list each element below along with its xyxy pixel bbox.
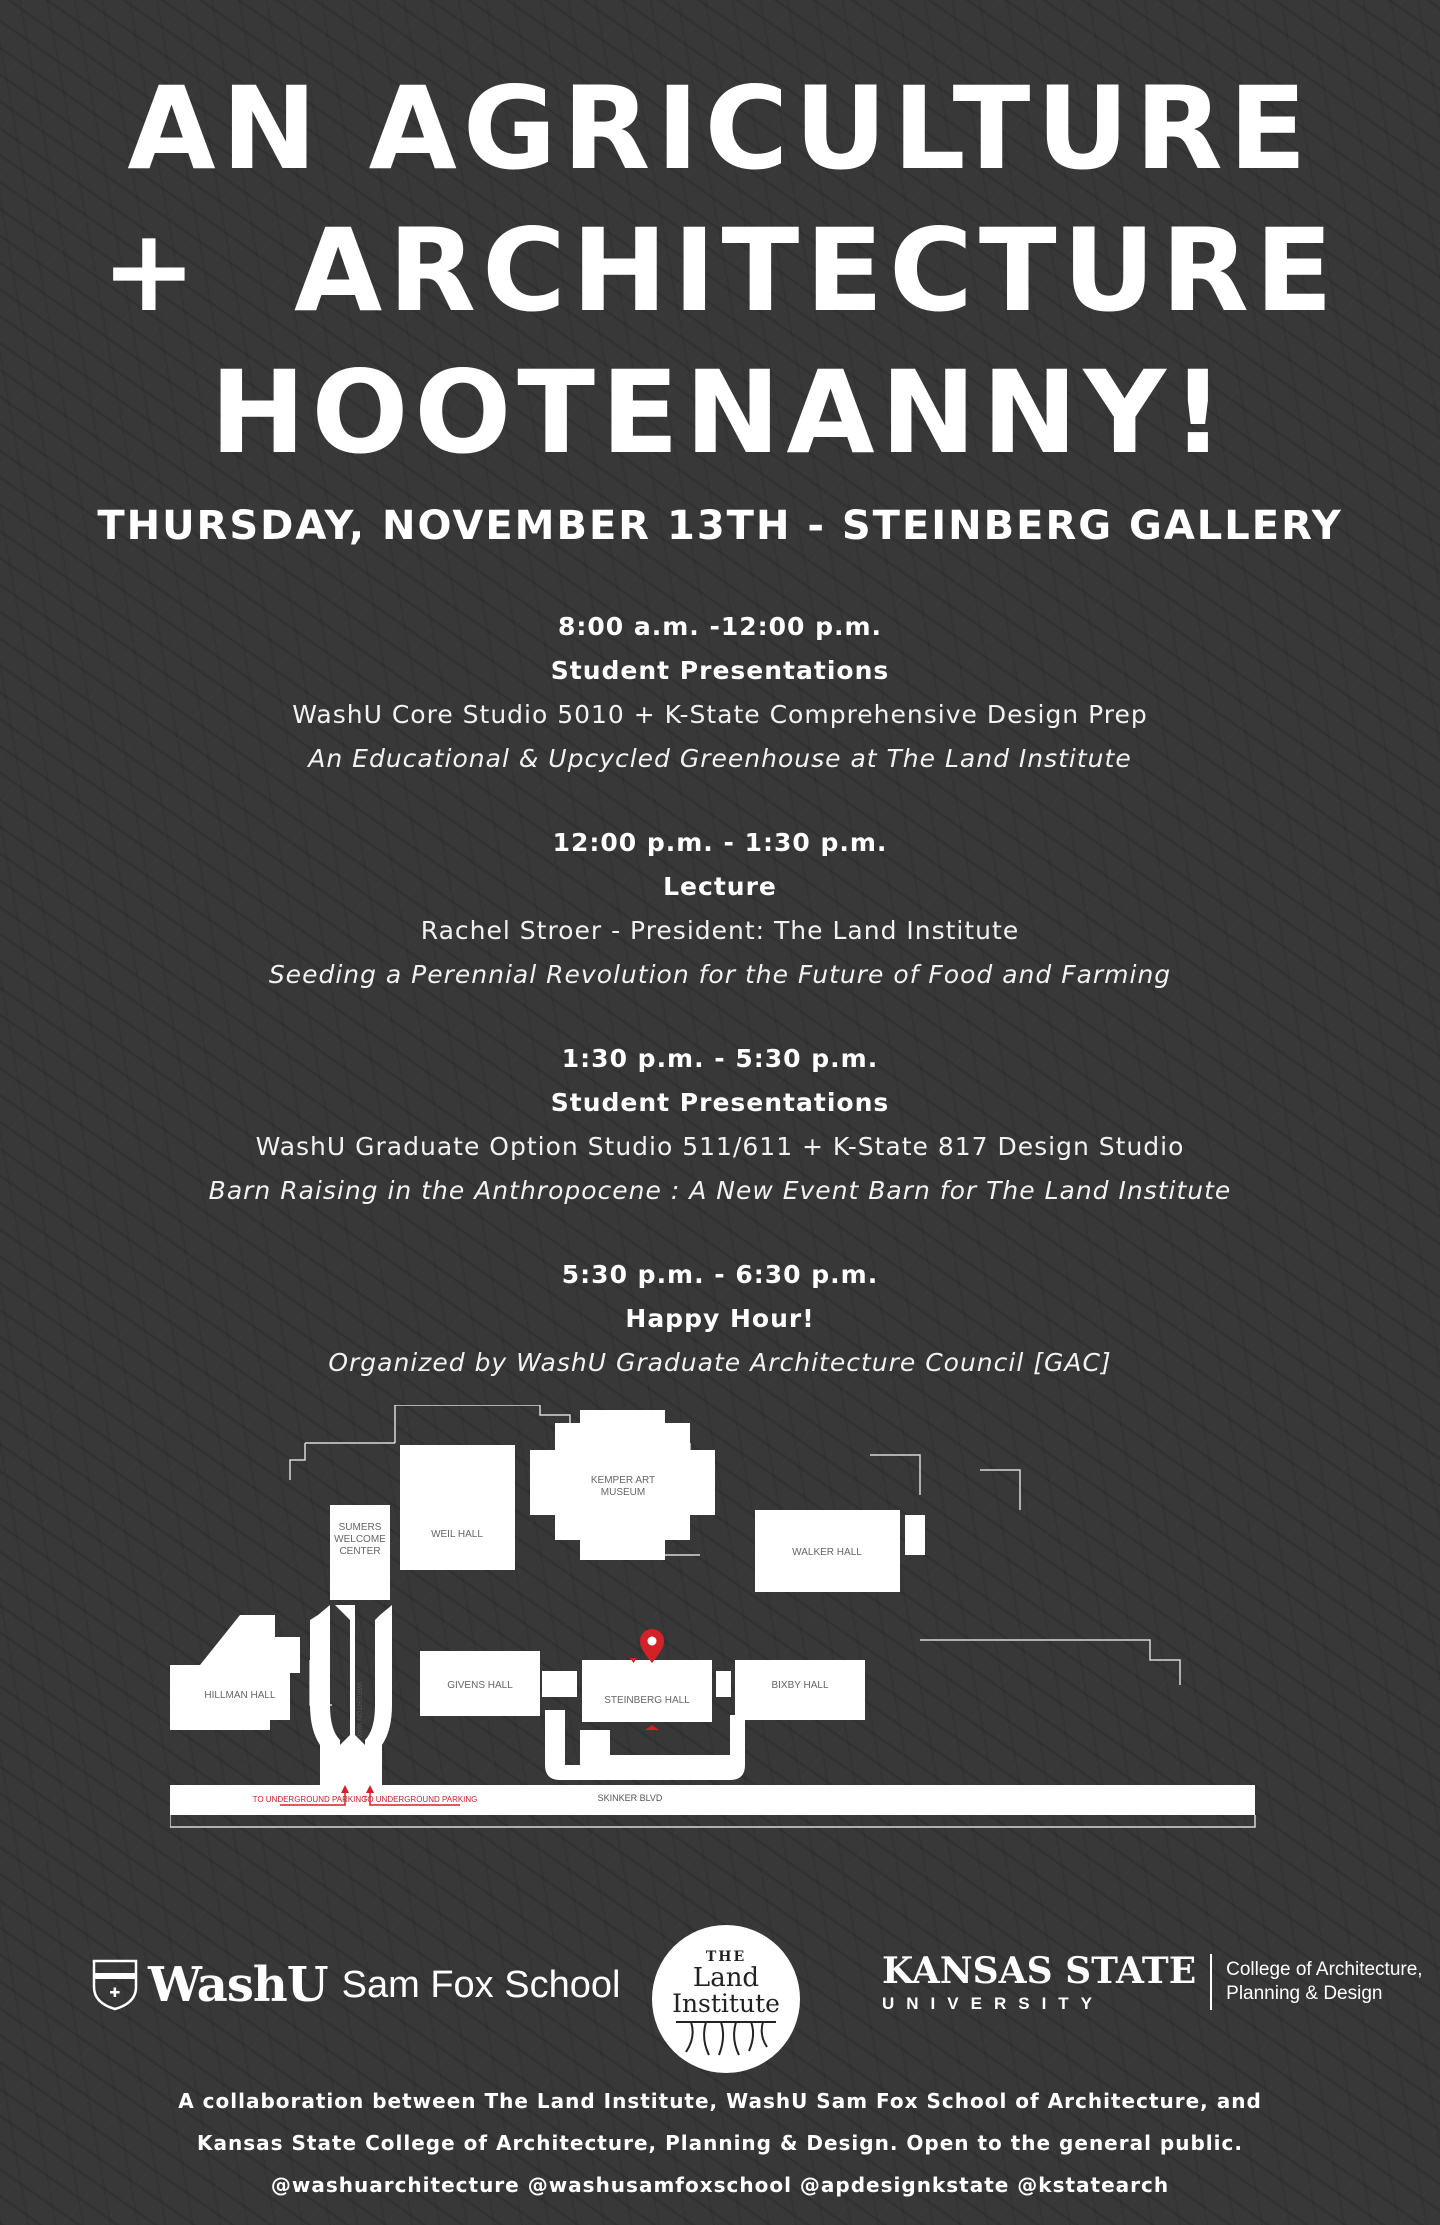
label-kemper-2: MUSEUM	[600, 1487, 646, 1498]
schedule-block-4	[0, 1253, 1440, 1385]
schedule-time: 12:00 p.m. - 1:30 p.m.	[552, 828, 888, 857]
label-sumers-1: SUMERS	[338, 1522, 382, 1533]
kstate-name: KANSAS STATE	[882, 1950, 1197, 1992]
schedule-subtitle: Organized by WashU Graduate Architecture Council [GAC]	[328, 1348, 1112, 1377]
schedule-block-1	[0, 605, 1440, 781]
washu-logo	[92, 1945, 620, 2025]
schedule	[0, 605, 1440, 1425]
schedule-description: WashU Core Studio 5010 + K-State Comprehensive Design Prep	[292, 700, 1148, 729]
land-institute-logo	[652, 1925, 800, 2073]
washu-school-name: Sam Fox School	[341, 1963, 621, 2006]
entrance-marker-icon	[645, 1725, 659, 1730]
label-weil: WEIL HALL	[431, 1529, 483, 1540]
schedule-subtitle: Barn Raising in the Anthropocene : A New Event Barn for The Land Institute	[208, 1176, 1232, 1205]
schedule-heading: Happy Hour!	[625, 1304, 815, 1333]
hillman-building	[170, 1615, 300, 1730]
schedule-subtitle: Seeding a Perennial Revolution for the Future of Food and Farming	[268, 960, 1172, 989]
washu-shield-icon	[92, 1959, 138, 2011]
footer	[0, 2080, 1440, 2206]
label-parking-2: TO UNDERGROUND PARKING	[362, 1795, 478, 1804]
schedule-time: 8:00 a.m. -12:00 p.m.	[557, 612, 883, 641]
label-walker: WALKER HALL	[792, 1547, 862, 1558]
schedule-block-3	[0, 1037, 1440, 1213]
title-line-2: + ARCHITECTURE	[101, 204, 1339, 337]
kstate-college-line2: Planning & Design	[1226, 1983, 1383, 2004]
kstate-divider	[1210, 1954, 1212, 2010]
tli-land: Land	[692, 1963, 760, 1993]
schedule-subtitle: An Educational & Upcycled Greenhouse at The Land Institute	[308, 744, 1132, 773]
steinberg-link	[716, 1671, 731, 1697]
schedule-heading: Student Presentations	[550, 1088, 890, 1117]
schedule-block-2	[0, 821, 1440, 997]
title-line-3: HOOTENANNY!	[210, 346, 1230, 479]
svg-text:✚: ✚	[109, 1986, 121, 2001]
footer-line-1: A collaboration between The Land Institute, WashU Sam Fox School of Architecture, and	[178, 2089, 1262, 2113]
campus-map	[170, 1405, 1270, 1875]
roots-icon	[671, 2017, 781, 2057]
footer-social-handles: @washuarchitecture @washusamfoxschool @apdesignkstate @kstatearch	[270, 2173, 1170, 2197]
schedule-time: 5:30 p.m. - 6:30 p.m.	[561, 1260, 879, 1289]
weil-building	[400, 1445, 515, 1570]
schedule-heading: Student Presentations	[550, 656, 890, 685]
wrighton-path-b	[310, 1605, 340, 1785]
label-hillman: HILLMAN HALL	[204, 1690, 276, 1701]
schedule-description: WashU Graduate Option Studio 511/611 + K-State 817 Design Studio	[255, 1132, 1185, 1161]
event-date-location: THURSDAY, NOVEMBER 13TH - STEINBERG GALLERY	[97, 503, 1343, 549]
wrighton-path-a	[335, 1605, 370, 1785]
tli-institute: Institute	[672, 1989, 780, 2018]
tli-the: THE	[705, 1949, 747, 1965]
label-wrighton: WRIGHTON WAY	[355, 1682, 362, 1738]
schedule-description: Rachel Stroer - President: The Land Institute	[420, 916, 1020, 945]
label-sumers-2: WELCOME	[334, 1534, 386, 1545]
label-kemper-1: KEMPER ART	[590, 1475, 656, 1486]
label-skinker: SKINKER BLVD	[597, 1793, 663, 1803]
givens-link	[542, 1671, 577, 1697]
wrighton-path-c	[365, 1605, 392, 1785]
poster-title	[0, 58, 1440, 484]
footer-line-2: Kansas State College of Architecture, Planning & Design. Open to the general public.	[197, 2131, 1243, 2155]
title-line-1: AN AGRICULTURE	[127, 62, 1313, 195]
kstate-college	[1226, 1958, 1422, 2006]
washu-wordmark: WashU	[148, 1957, 328, 2013]
walker-annex	[905, 1515, 925, 1555]
label-steinberg: STEINBERG HALL	[604, 1695, 690, 1706]
schedule-time: 1:30 p.m. - 5:30 p.m.	[561, 1044, 879, 1073]
label-parking-1: TO UNDERGROUND PARKING	[252, 1795, 368, 1804]
label-givens: GIVENS HALL	[447, 1680, 513, 1691]
map-buildings	[170, 1410, 1255, 1815]
logo-row	[0, 1925, 1440, 2095]
steinberg-building	[582, 1660, 712, 1722]
schedule-heading: Lecture	[663, 872, 777, 901]
kstate-logo	[882, 1950, 1423, 2014]
kstate-university: UNIVERSITY	[882, 1994, 1105, 2013]
kstate-college-line1: College of Architecture,	[1226, 1959, 1423, 1980]
label-bixby: BIXBY HALL	[771, 1680, 829, 1691]
label-sumers-3: CENTER	[339, 1546, 381, 1557]
